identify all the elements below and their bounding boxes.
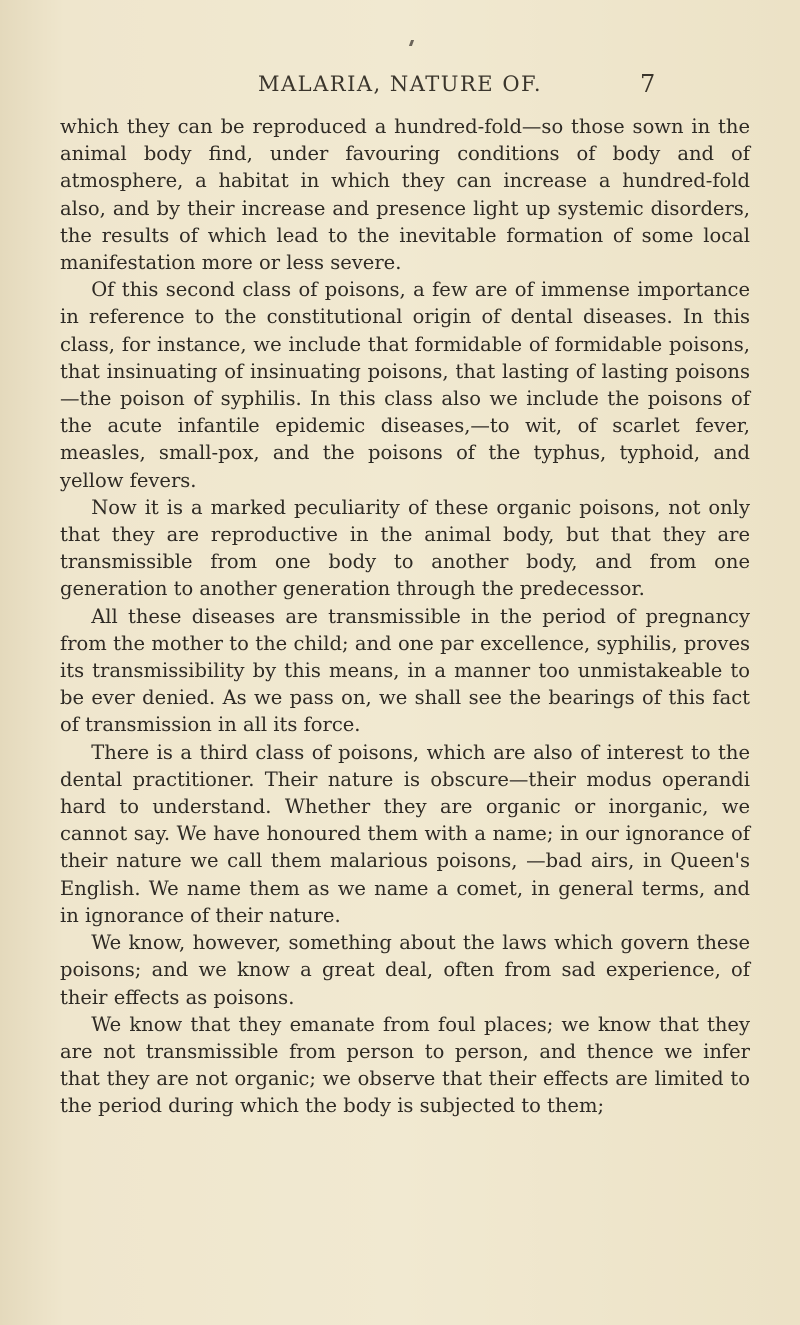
- page-number: 7: [640, 70, 656, 98]
- body-text: [60, 113, 750, 1120]
- print-mark: [409, 40, 414, 46]
- paragraph: All these diseases are transmissible in the period of pregnancy from the mother to the child; and one par excellence, syphilis, proves its transmissibility by this means, in a manner too unmistakeable to be ever denied. As we pass on, we shall see the bearings of this fact of transmission in all its force.: [60, 604, 750, 737]
- running-title: MALARIA, NATURE OF.: [258, 72, 543, 96]
- running-head: [0, 72, 800, 112]
- paragraph: which they can be reproduced a hundred-fold—so those sown in the animal body find, under favouring conditions of body and of atmosphere, a habitat in which they can increase a hundred-fold also, and by their increase and presence light up systemic disorders, the results of which lead to the inevitable formation of some local manifestation more or less severe.: [60, 115, 750, 275]
- paragraph: We know, however, something about the laws which govern these poisons; and we know a great deal, often from sad experience, of their effects as poisons.: [60, 931, 750, 1009]
- paragraph: There is a third class of poisons, which are also of interest to the dental practitioner. Their nature is obscure—their modus operandi hard to understand. Whether they are organic or inorganic, we cannot say. We have honoured them with a name; in our ignorance of their nature we call them malarious poisons, —bad airs, in Queen's English. We name them as we name a comet, in general terms, and in ignorance of their nature.: [60, 740, 750, 927]
- paragraph: Of this second class of poisons, a few are of immense importance in reference to the constitutional origin of dental diseases. In this class, for instance, we include that formidable of formidable poisons, that insinuating of insinuating poisons, that lasting of lasting poisons—the poison of syphilis. In this class also we include the poisons of the acute infantile epidemic diseases,—to wit, of scarlet fever, measles, small-pox, and the poisons of the typhus, typhoid, and yellow fevers.: [60, 278, 750, 492]
- paragraph: We know that they emanate from foul places; we know that they are not transmissible from person to person, and thence we infer that they are not organic; we observe that their effects are limited to the period during which the body is subjected to them;: [60, 1012, 750, 1118]
- paragraph: Now it is a marked peculiarity of these organic poisons, not only that they are reproductive in the animal body, but that they are transmissible from one body to another body, and from one generation to another generation through the predecessor.: [60, 495, 750, 601]
